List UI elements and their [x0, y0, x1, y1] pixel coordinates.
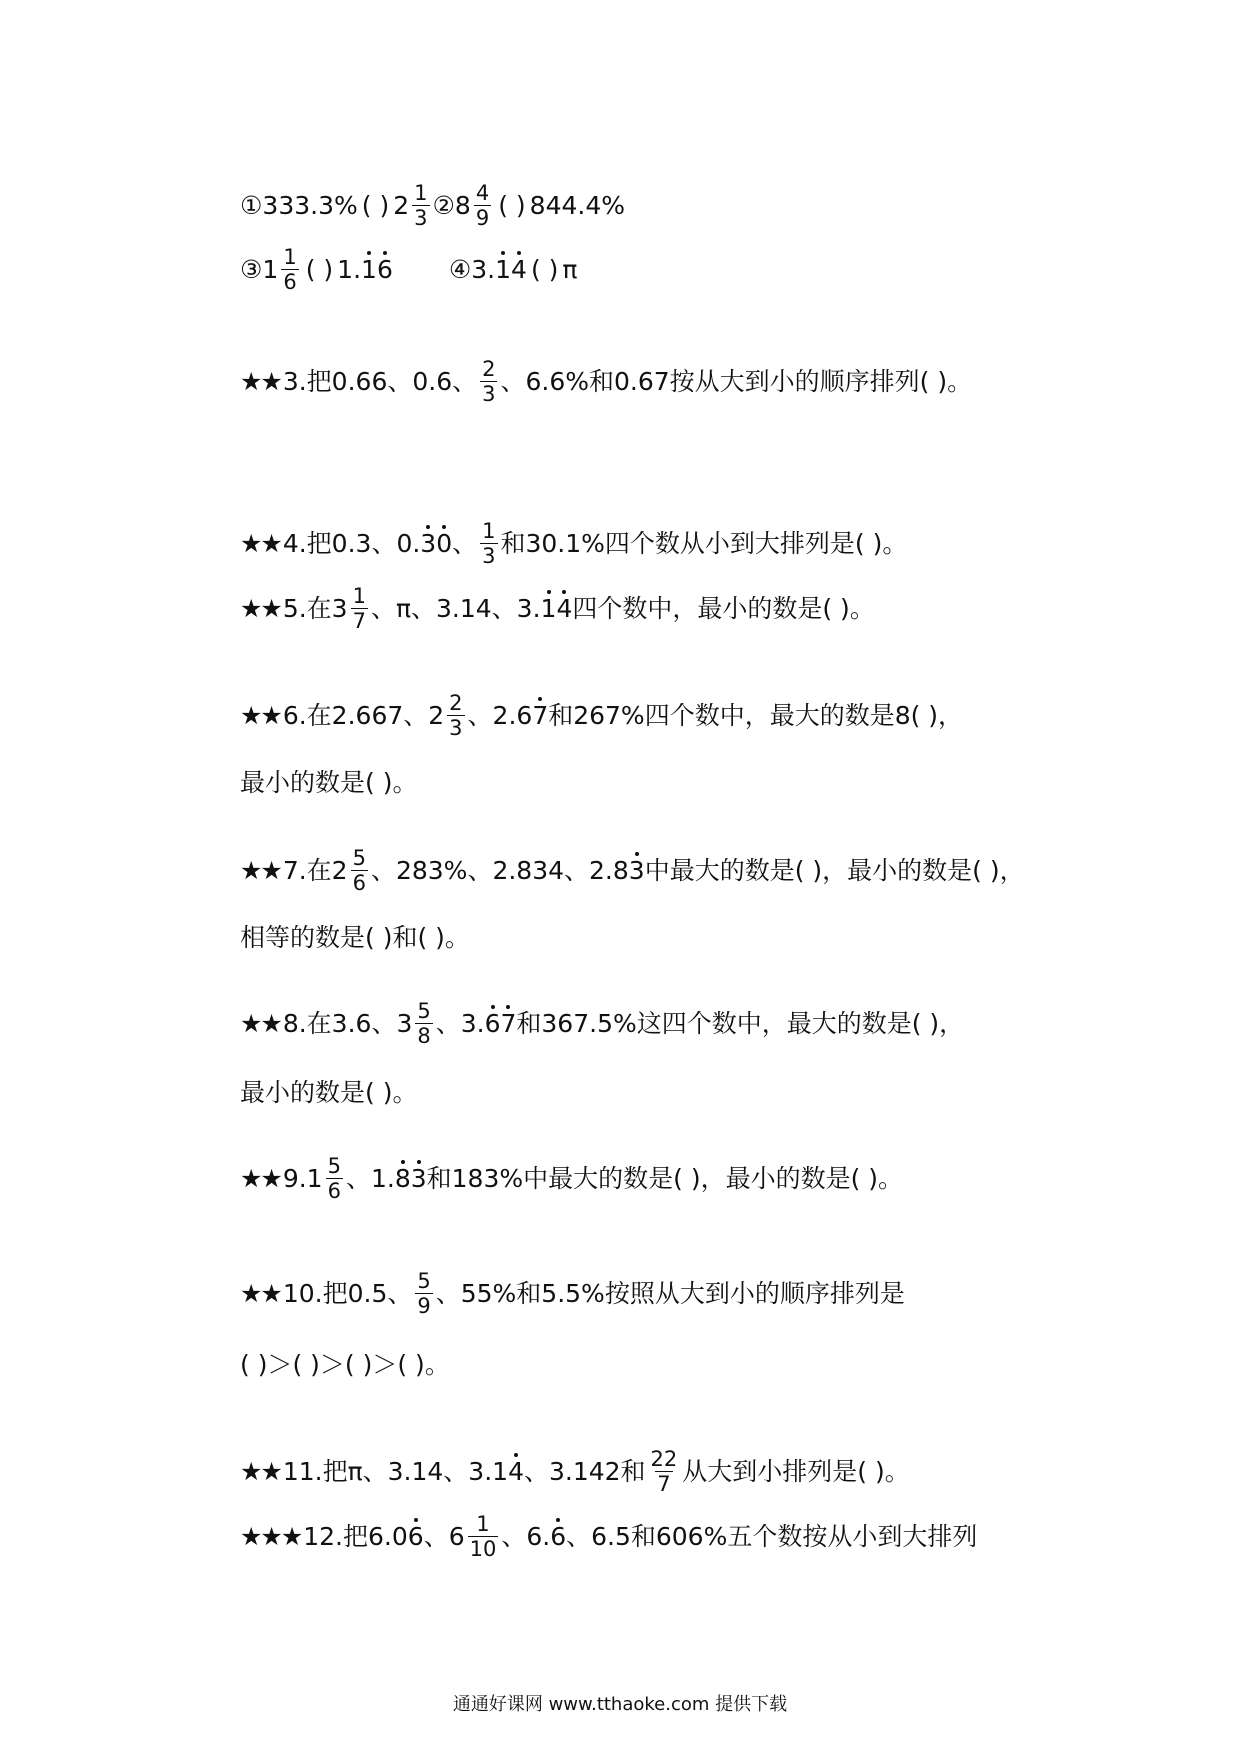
q7-text-mid: 、283%、2.834、2.8	[370, 856, 629, 886]
q6-fraction	[447, 692, 464, 739]
difficulty-stars: ★★	[240, 1164, 281, 1194]
q8-text-post: 和367.5%这四个数中，最大的数是( )，	[516, 1009, 965, 1039]
q10-text-post: 、55%和5.5%按照从大到小的顺序排列是	[435, 1279, 905, 1309]
q5-line	[240, 585, 875, 632]
q2-a-right-whole: 2	[393, 191, 410, 221]
q2-c-right-pre: 1.	[337, 255, 362, 285]
q2-c-left-den: 6	[283, 270, 297, 295]
q2-c-blank[interactable]: ( )	[305, 255, 334, 285]
q6-text-cont: 最小的数是( )。	[240, 768, 418, 797]
q3-num: 2	[482, 357, 496, 381]
q2-c-left-fraction	[281, 246, 298, 293]
q2-b-left-whole: 8	[454, 191, 471, 221]
q2-d-right: π	[562, 255, 578, 285]
q8-text-mid: 、3.	[435, 1009, 485, 1039]
q2-d-blank[interactable]: ( )	[530, 255, 559, 285]
q6-line	[240, 692, 963, 739]
q5-repeat-1: 1	[540, 594, 557, 624]
q7-cont-line	[240, 925, 470, 950]
q7-fraction	[351, 847, 368, 894]
q8-cont-line	[240, 1080, 417, 1105]
difficulty-stars: ★★	[240, 701, 281, 731]
q4-line	[240, 520, 907, 567]
q11-den: 7	[657, 1472, 671, 1497]
q2-d-left-repeat-1: 1	[495, 255, 512, 285]
q2-a-blank[interactable]: ( )	[361, 191, 390, 221]
q3-text-pre: 3.把0.66、0.6、	[282, 367, 478, 397]
q6-text-pre: 6.在2.667、2	[282, 701, 445, 731]
q3-den: 3	[482, 382, 496, 407]
q5-text-post: 四个数中，最小的数是( )。	[572, 594, 875, 624]
difficulty-stars: ★★	[240, 1279, 281, 1309]
q10-den: 9	[417, 1294, 431, 1319]
q7-repeat-1: 3	[628, 856, 645, 886]
q11-text-pre: 11.把π、3.14、3.1	[282, 1457, 509, 1487]
q9-fraction	[326, 1155, 343, 1202]
q2-d-mark: ④	[448, 255, 472, 285]
q12-repeat-2: 6	[550, 1522, 567, 1552]
q7-line	[240, 847, 1025, 894]
q11-text-post: 从大到小排列是( )。	[682, 1457, 910, 1487]
q3-line	[240, 358, 972, 405]
q12-text-mid2: 、6.	[501, 1522, 551, 1552]
q8-text-cont: 最小的数是( )。	[240, 1078, 418, 1107]
q2-c-left-num: 1	[283, 245, 297, 269]
q2-a-right-fraction	[412, 182, 429, 229]
q8-num: 5	[417, 999, 431, 1023]
q2-d-left-repeat-2: 4	[511, 255, 527, 285]
q5-fraction	[351, 585, 368, 632]
q2-line-1	[240, 182, 625, 229]
q10-fraction	[415, 1270, 432, 1317]
q11-line	[240, 1448, 910, 1495]
q11-fraction	[649, 1448, 680, 1495]
q5-text-mid: 、π、3.14、3.	[370, 594, 541, 624]
q8-den: 8	[417, 1024, 431, 1049]
q7-text-cont: 相等的数是( )和( )。	[240, 923, 470, 952]
q12-num: 1	[476, 1512, 490, 1536]
q9-text-post: 和183%中最大的数是( )，最小的数是( )。	[426, 1164, 904, 1194]
q2-b-blank[interactable]: ( )	[498, 191, 526, 221]
q12-text-pre: 12.把6.0	[303, 1522, 408, 1552]
q4-den: 3	[482, 544, 496, 569]
q9-line	[240, 1155, 903, 1202]
q11-num: 22	[650, 1447, 678, 1471]
q7-text-pre: 7.在2	[282, 856, 348, 886]
difficulty-stars: ★★	[240, 856, 281, 886]
q10-line	[240, 1270, 905, 1317]
q2-b-left-num: 4	[475, 181, 490, 205]
q4-fraction	[480, 520, 497, 567]
q6-den: 3	[449, 716, 463, 741]
q4-text-mid: 、	[452, 529, 478, 559]
q9-text-mid: 、1.	[345, 1164, 395, 1194]
q2-a-right-den: 3	[414, 206, 428, 231]
q2-a-mark: ①	[240, 191, 263, 221]
q11-text-mid: 、3.142和	[523, 1457, 646, 1487]
q5-text-pre: 5.在3	[282, 594, 348, 624]
q8-text-pre: 8.在3.6、3	[282, 1009, 413, 1039]
q2-b-left-fraction	[474, 182, 491, 229]
q9-repeat-2: 3	[410, 1164, 427, 1194]
q12-repeat-1: 6	[407, 1522, 424, 1552]
q2-b-mark: ②	[432, 191, 455, 221]
difficulty-stars: ★★	[240, 1009, 281, 1039]
q2-d-left-pre: 3.	[471, 255, 496, 285]
page-footer: 通通好课网 www.tthaoke.com 提供下载	[452, 1694, 788, 1715]
q9-text-pre: 9.1	[282, 1164, 323, 1194]
q9-den: 6	[327, 1179, 341, 1204]
q12-line	[240, 1513, 977, 1560]
q4-text-pre: 4.把0.3、0.	[282, 529, 421, 559]
q12-text-post: 、6.5和606%五个数按从小到大排列	[566, 1522, 978, 1552]
q8-repeat-1: 6	[484, 1009, 501, 1039]
q2-c-left-whole: 1	[262, 255, 279, 285]
q3-text-post: 、6.6%和0.67按从大到小的顺序排列( )。	[500, 367, 973, 397]
q2-line-2	[240, 246, 577, 293]
q2-a-right-num: 1	[414, 181, 428, 205]
q5-repeat-2: 4	[556, 594, 573, 624]
difficulty-stars: ★★	[240, 529, 281, 559]
q6-text-mid: 、2.6	[467, 701, 533, 731]
q8-line	[240, 1000, 964, 1047]
q6-text-post: 和267%四个数中，最大的数是8( )，	[548, 701, 964, 731]
q8-repeat-2: 7	[500, 1009, 517, 1039]
difficulty-stars: ★★★	[240, 1522, 302, 1552]
q10-text-cont: ( )＞( )＞( )＞( )。	[240, 1350, 450, 1379]
difficulty-stars: ★★	[240, 367, 281, 397]
q7-text-post: 中最大的数是( )，最小的数是( )，	[644, 856, 1025, 886]
q10-text-pre: 10.把0.5、	[282, 1279, 413, 1309]
q5-den: 7	[352, 609, 366, 634]
q8-fraction	[415, 1000, 432, 1047]
q10-cont-line	[240, 1352, 450, 1377]
q2-c-right-repeat-2: 6	[376, 255, 393, 285]
q12-fraction	[468, 1513, 499, 1560]
q6-cont-line	[240, 770, 417, 795]
q2-c-mark: ③	[240, 255, 263, 285]
q4-repeat-1: 3	[420, 529, 437, 559]
q4-repeat-2: 0	[436, 529, 453, 559]
q4-text-post: 和30.1%四个数从小到大排列是( )。	[500, 529, 908, 559]
q12-den: 10	[469, 1537, 497, 1562]
q4-num: 1	[482, 519, 496, 543]
difficulty-stars: ★★	[240, 594, 281, 624]
q7-den: 6	[352, 871, 366, 896]
q2-a-left: 333.3%	[262, 191, 358, 221]
q7-num: 5	[352, 846, 366, 870]
q11-repeat-1: 4	[508, 1457, 524, 1487]
q5-num: 1	[352, 584, 366, 608]
q6-repeat-1: 7	[532, 701, 549, 731]
difficulty-stars: ★★	[240, 1457, 281, 1487]
q9-num: 5	[327, 1154, 341, 1178]
q2-b-left-den: 9	[475, 206, 490, 231]
q3-fraction	[480, 358, 497, 405]
q2-c-right-repeat-1: 1	[361, 255, 377, 285]
q12-text-mid: 、6	[423, 1522, 465, 1552]
q2-b-right: 844.4%	[529, 191, 625, 221]
q10-num: 5	[417, 1269, 431, 1293]
q6-num: 2	[449, 691, 463, 715]
q9-repeat-1: 8	[394, 1164, 411, 1194]
